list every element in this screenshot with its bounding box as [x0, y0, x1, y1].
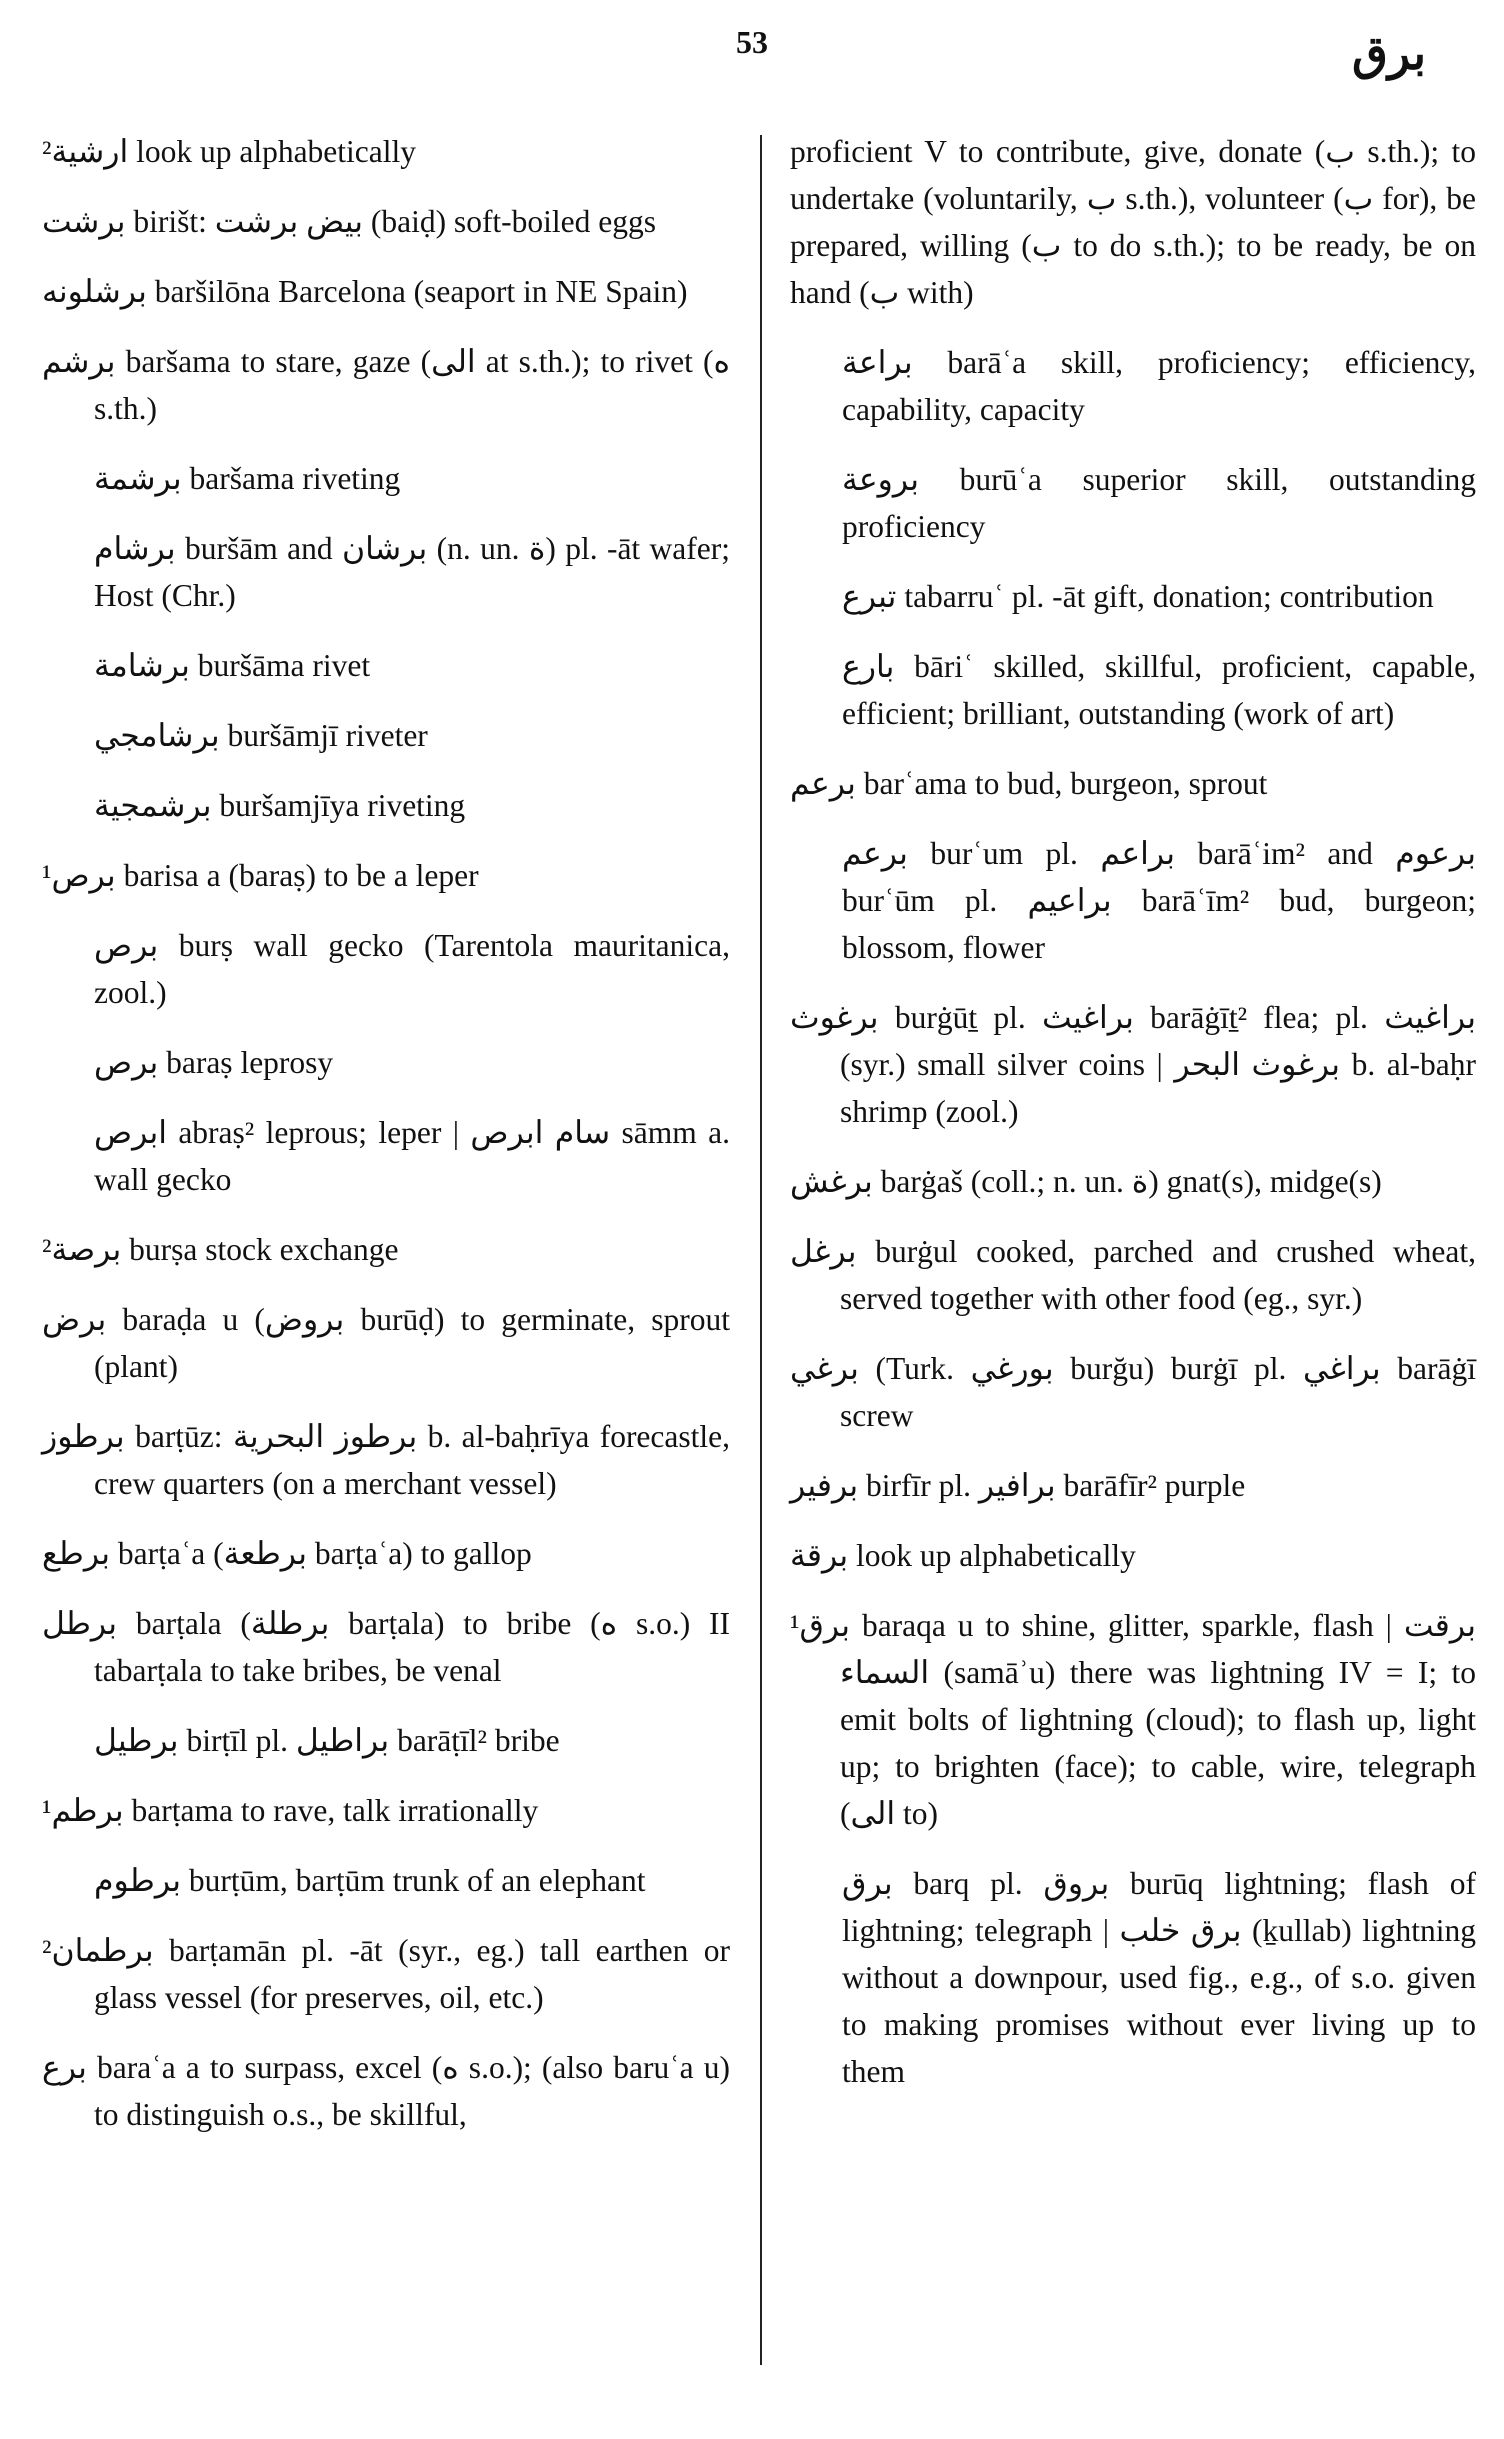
dictionary-entry-barada: برض baraḍa u (بروض burūḍ) to germinate, sprout (plant) [42, 1302, 730, 1384]
dictionary-entry-bartama: ¹برطم barṭama to rave, talk irrationally [42, 1793, 539, 1828]
dictionary-entry-bursamjiya: برشمجية buršamjīya riveting [94, 788, 466, 823]
dictionary-entry-burs: برص burṣ wall gecko (Tarentola mauritanica, zool.) [94, 928, 730, 1010]
dictionary-entry-buruua: بروعة burūʿa superior skill, outstanding proficiency [842, 462, 1476, 544]
column-divider [760, 135, 762, 2365]
dictionary-entry-abras: ابرص abraṣ² leprous; leper | سام ابرص sāmm a. wall gecko [94, 1115, 730, 1197]
dictionary-entry-barsama2: برشمة baršama riveting [94, 461, 401, 496]
dictionary-entry-bara_a: برع baraʿa a to surpass, excel (ه s.o.); (also baruʿa u) to distinguish o.s., be skillful, [42, 2050, 730, 2132]
dictionary-entry-burum: برعم burʿum pl. براعم barāʿim² and برعوم burʿūm pl. براعيم barāʿīm² bud, burgeon; blossom, flower [842, 836, 1477, 965]
dictionary-entry-bursam: برشام buršām and برشان (n. un. ة) pl. -āt wafer; Host (Chr.) [94, 531, 730, 613]
dictionary-entry-tabarru: تبرع tabarruʿ pl. -āt gift, donation; contribution [842, 579, 1434, 614]
dictionary-entry-barsilona: برشلونه baršilōna Barcelona (seaport in NE Spain) [42, 274, 688, 309]
dictionary-entry-barsama: برشم baršama to stare, gaze (الى at s.th.); to rivet (ه s.th.) [42, 344, 730, 426]
dictionary-entry-burqa: برقة look up alphabetically [790, 1538, 1136, 1573]
running-head: برق [1352, 28, 1426, 79]
dictionary-entry-bartuz: برطوز barṭūz: برطوز البحرية b. al-baḥrīya forecastle, crew quarters (on a merchant vessel) [42, 1419, 730, 1501]
dictionary-entry-baraa: براعة barāʿa skill, proficiency; efficiency, capability, capacity [842, 345, 1476, 427]
dictionary-entry-bartala: برطل barṭala (برطلة barṭala) to bribe (ه s.o.) II tabarṭala to take bribes, be venal [42, 1606, 731, 1688]
dictionary-entry-burgul: برغل burġul cooked, parched and crushed wheat, served together with other food (eg., syr.) [790, 1234, 1476, 1316]
dictionary-entry-baras: برص baraṣ leprosy [94, 1045, 334, 1080]
dictionary-entry-burgut: برغوث burġūṯ pl. براغيث barāġīṯ² flea; pl. براغيث (syr.) small silver coins | برغوث البحر b. al-baḥr shrimp (zool.) [790, 1000, 1477, 1129]
dictionary-entry-birfir: برفير birfīr pl. برافير barāfīr² purple [790, 1468, 1246, 1503]
right-column [790, 128, 1476, 2118]
dictionary-entry-bartaman: ²برطمان barṭamān pl. -āt (syr., eg.) tall earthen or glass vessel (for preserves, oil, etc.) [42, 1933, 730, 2015]
dictionary-entry-bari: بارع bāriʿ skilled, skillful, proficient, capable, efficient; brilliant, outstanding (work of art) [842, 649, 1476, 731]
dictionary-entry-bursa: ²برصة burṣa stock exchange [42, 1232, 399, 1267]
dictionary-entry-burgi: برغي (Turk. بورغي burğu) burġī pl. براغي barāġī screw [790, 1351, 1476, 1433]
dictionary-entry-baraqa: ¹برق baraqa u to shine, glitter, sparkle, flash | برقت السماء (samāʾu) there was lightning IV = I; to emit bolts of lightning (cloud); to flash up, light up; to brighten (face); to cable, wire, telegraph (الى to) [790, 1608, 1476, 1831]
left-column [42, 128, 730, 2161]
dictionary-entry-barisa: ¹برص barisa a (baraṣ) to be a leper [42, 858, 479, 893]
dictionary-entry-bursamji: برشامجي buršāmjī riveter [94, 718, 428, 753]
dictionary-entry-birtil: برطيل birṭīl pl. براطيل barāṭīl² bribe [94, 1723, 560, 1758]
dictionary-entry-bursama: برشامة buršāma rivet [94, 648, 371, 683]
page-number: 53 [736, 24, 768, 60]
dictionary-entry-burtum: برطوم burṭūm, barṭūm trunk of an elephant [94, 1863, 646, 1898]
dictionary-entry-bargas: برغش barġaš (coll.; n. un. ة) gnat(s), midge(s) [790, 1164, 1382, 1199]
dictionary-entry-barama: برعم barʿama to bud, burgeon, sprout [790, 766, 1268, 801]
dictionary-entry-barq: برق barq pl. بروق burūq lightning; flash of lightning; telegraph | برق خلب (ḵullab) lightning without a downpour, used fig., e.g., of s.o. given to making promises without ever living up to them [842, 1866, 1476, 2089]
dictionary-entry-barta_a: برطع barṭaʿa (برطعة barṭaʿa) to gallop [42, 1536, 532, 1571]
dictionary-entry-barsiya: ²ارشية look up alphabetically [42, 134, 417, 169]
dictionary-entry-cont: proficient V to contribute, give, donate (ب s.th.); to undertake (voluntarily, ب s.th.), volunteer (ب for), be prepared, willing (ب to do s.th.); to be ready, be on hand (ب with) [790, 134, 1477, 310]
dictionary-entry-birist: برشت birišt: بيض برشت (baiḍ) soft-boiled eggs [42, 204, 657, 239]
